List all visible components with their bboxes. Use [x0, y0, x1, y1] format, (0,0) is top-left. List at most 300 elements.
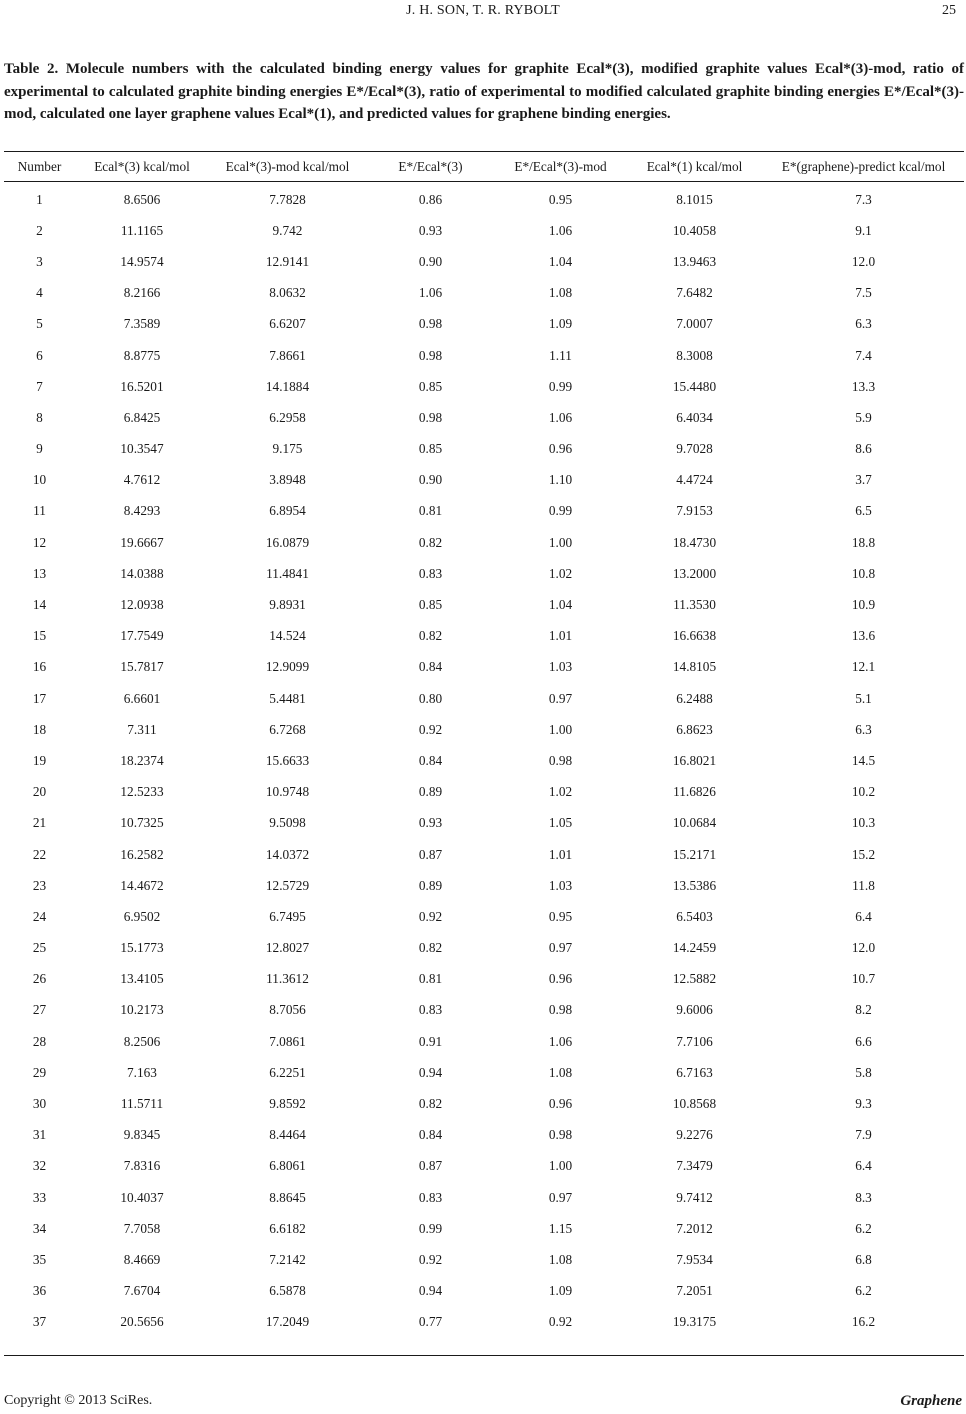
table-cell: 0.96 [548, 971, 573, 987]
table-cell: 19.3175 [672, 1314, 717, 1330]
table-cell: 0.83 [418, 1002, 443, 1018]
table-cell: 1.09 [548, 316, 573, 332]
table-cell: 19 [32, 752, 47, 768]
table-cell: 0.98 [418, 409, 443, 425]
table-cell: 0.81 [418, 971, 443, 987]
table-cell: 15 [32, 628, 47, 644]
table-cell: 3 [36, 253, 43, 269]
table-cell: 33 [32, 1189, 47, 1205]
table-cell: 6.5878 [269, 1283, 306, 1299]
table-cell: 10.2173 [120, 1002, 164, 1018]
table-cell: 5.8 [855, 1064, 872, 1080]
table-cell: 14.9574 [120, 253, 164, 269]
table-cell: 10.7325 [120, 815, 164, 831]
table-row [4, 215, 964, 246]
table-row [4, 1151, 964, 1182]
table-cell: 32 [32, 1158, 47, 1174]
table-cell: 1.00 [548, 721, 573, 737]
table-cell: 17.7549 [120, 628, 164, 644]
table-cell: 8.8775 [123, 347, 161, 363]
table-cell: 6.8425 [123, 409, 161, 425]
table-cell: 7.8316 [123, 1158, 161, 1174]
table-cell: 1.10 [548, 472, 573, 488]
table-row [4, 1213, 964, 1244]
table-cell: 29 [32, 1064, 47, 1080]
table-cell: 1.08 [548, 1251, 573, 1267]
table-cell: 1.00 [548, 534, 573, 550]
table-cell: 15.7817 [120, 659, 164, 675]
table-cell: 13.9463 [672, 253, 717, 269]
table-cell: 0.93 [418, 815, 443, 831]
table-body [4, 181, 964, 1338]
table-row [4, 777, 964, 808]
table-cell: 12.1 [851, 659, 876, 675]
table-cell: 0.97 [548, 690, 573, 706]
journal-name: Graphene [900, 1393, 962, 1409]
table-cell: 14.5 [851, 752, 876, 768]
table-cell: 16.5201 [120, 378, 164, 394]
table-cell: 0.87 [418, 846, 443, 862]
table-cell: 15.6633 [265, 752, 310, 768]
table-cell: 7.9534 [676, 1251, 713, 1267]
table-cell: 15.1773 [120, 940, 164, 956]
table-cell: 6.2 [855, 1283, 872, 1299]
table-row [4, 371, 964, 402]
table-cell: 7.311 [127, 721, 157, 737]
table-cell: 8.4293 [123, 503, 161, 519]
table-cell: 0.99 [548, 378, 573, 394]
table-cell: 15.2 [851, 846, 876, 862]
table-cell: 34 [32, 1220, 47, 1236]
table-cell: 16.0879 [265, 534, 310, 550]
column-header: Ecal*(1) kcal/mol [646, 158, 743, 174]
table-cell: 1.03 [548, 659, 573, 675]
table-cell: 8.3 [855, 1189, 872, 1205]
table-cell: 6.2488 [676, 690, 713, 706]
table-cell: 7.7828 [269, 191, 306, 207]
table-bottom-rule [4, 1355, 964, 1356]
table-cell: 14.0388 [120, 565, 164, 581]
table-cell: 2 [36, 222, 43, 238]
table-cell: 0.95 [548, 191, 573, 207]
table-cell: 0.84 [418, 659, 443, 675]
copyright-notice: Copyright © 2013 SciRes. [4, 1393, 153, 1408]
table-cell: 0.85 [418, 597, 443, 613]
table-cell: 9.6006 [676, 1002, 713, 1018]
table-cell: 0.97 [548, 1189, 573, 1205]
table-cell: 6.2958 [269, 409, 306, 425]
table-cell: 12.5882 [672, 971, 717, 987]
table-cell: 14.2459 [672, 940, 717, 956]
table-row [4, 1057, 964, 1088]
column-header: Ecal*(3) kcal/mol [94, 158, 190, 174]
table-cell: 9.1 [855, 222, 872, 238]
table-row [4, 1244, 964, 1275]
table-cell: 0.85 [418, 441, 443, 457]
table-row [4, 402, 964, 433]
table-cell: 11.4841 [266, 565, 309, 581]
table-cell: 10.4037 [120, 1189, 164, 1205]
table-row [4, 465, 964, 496]
table-cell: 8.2 [855, 1002, 872, 1018]
table-cell: 10.3 [851, 815, 876, 831]
table-cell: 0.80 [418, 690, 443, 706]
column-header: Number [17, 158, 62, 174]
table-cell: 18.2374 [120, 752, 164, 768]
table-cell: 1.06 [418, 285, 443, 301]
table-cell: 1 [36, 191, 43, 207]
column-header: E*/Ecal*(3)-mod [514, 158, 607, 174]
table-cell: 30 [32, 1096, 47, 1112]
table-cell: 0.99 [548, 503, 573, 519]
table-cell: 0.85 [418, 378, 443, 394]
table-cell: 8.4669 [123, 1251, 161, 1267]
table-cell: 1.06 [548, 1033, 573, 1049]
table-cell: 0.83 [418, 565, 443, 581]
table-cell: 0.81 [418, 503, 443, 519]
table-cell: 7.2051 [676, 1283, 713, 1299]
table-cell: 0.82 [418, 628, 443, 644]
table-cell: 1.04 [548, 253, 573, 269]
table-cell: 0.89 [418, 784, 443, 800]
table-cell: 11.6826 [673, 784, 716, 800]
column-header: Ecal*(3)-mod kcal/mol [225, 158, 350, 174]
table-cell: 6.3 [855, 316, 872, 332]
table-cell: 9.8931 [269, 597, 306, 613]
table-cell: 0.98 [418, 347, 443, 363]
table-row [4, 309, 964, 340]
table-cell: 6.4034 [676, 409, 713, 425]
table-cell: 5.9 [855, 409, 872, 425]
table-cell: 0.83 [418, 1189, 443, 1205]
table-cell: 7.163 [127, 1064, 157, 1080]
table-cell: 1.01 [548, 846, 573, 862]
table-cell: 6 [36, 347, 43, 363]
table-cell: 0.82 [418, 534, 443, 550]
table-cell: 1.08 [548, 285, 573, 301]
table-cell: 11.3612 [266, 971, 309, 987]
table-cell: 7.0861 [269, 1033, 306, 1049]
table-row [4, 621, 964, 652]
table-cell: 27 [32, 1002, 47, 1018]
table-cell: 23 [32, 877, 47, 893]
table-cell: 7.6482 [676, 285, 713, 301]
table-cell: 0.89 [418, 877, 443, 893]
table-cell: 0.84 [418, 1127, 443, 1143]
table-cell: 36 [32, 1283, 47, 1299]
table-row [4, 901, 964, 932]
table-cell: 17.2049 [265, 1314, 310, 1330]
column-header: E*/Ecal*(3) [398, 158, 463, 174]
table-cell: 18.4730 [672, 534, 717, 550]
table-cell: 10 [32, 472, 47, 488]
table-cell: 0.84 [418, 752, 443, 768]
table-cell: 0.92 [418, 1251, 443, 1267]
table-cell: 0.90 [418, 253, 443, 269]
table-cell: 0.95 [548, 908, 573, 924]
table-cell: 6.5403 [676, 908, 713, 924]
table-cell: 6.6601 [123, 690, 161, 706]
table-cell: 0.93 [418, 222, 443, 238]
table-cell: 5.1 [855, 690, 872, 706]
table-cell: 10.4058 [672, 222, 717, 238]
page-number: 25 [942, 3, 956, 18]
table-cell: 9.8592 [269, 1096, 306, 1112]
table-row [4, 933, 964, 964]
table-cell: 11.1165 [120, 222, 164, 238]
table-cell: 0.87 [418, 1158, 443, 1174]
table-cell: 0.86 [418, 191, 443, 207]
table-cell: 0.99 [418, 1220, 443, 1236]
table-cell: 10.2 [851, 784, 876, 800]
table-header-row [4, 152, 964, 181]
table-cell: 6.8 [855, 1251, 872, 1267]
table-cell: 6.4 [855, 908, 872, 924]
table-cell: 9 [36, 441, 43, 457]
table-cell: 14.8105 [672, 659, 717, 675]
table-cell: 0.96 [548, 441, 573, 457]
table-cell: 18.8 [851, 534, 876, 550]
table-cell: 12.0 [851, 940, 876, 956]
table-cell: 9.7028 [676, 441, 713, 457]
table-cell: 8.1015 [676, 191, 713, 207]
table-row [4, 745, 964, 776]
table-cell: 4 [36, 285, 43, 301]
table-cell: 8.8645 [269, 1189, 306, 1205]
table-cell: 1.06 [548, 222, 573, 238]
table-cell: 8.6506 [123, 191, 161, 207]
table-caption: Table 2. Molecule numbers with the calculated binding energy values for graphite Ecal*(3), modified graphite values Ecal*(3)-mod, ratio of experimental to calculated graphite binding energies E*/Ecal*(3), ratio of experimental to modified calculated graphite binding energies E*/Ecal*(3)-mod, calculated one layer graphene values Ecal*(1), and predicted values for graphene binding energies. [4, 61, 964, 122]
table-cell: 20 [32, 784, 47, 800]
table-cell: 6.9502 [123, 908, 161, 924]
table-cell: 24 [32, 908, 47, 924]
table-cell: 26 [32, 971, 47, 987]
table-cell: 15.4480 [672, 378, 717, 394]
table-cell: 7.3589 [123, 316, 161, 332]
table-row [4, 808, 964, 839]
table-cell: 7.7106 [676, 1033, 713, 1049]
table-cell: 1.02 [548, 565, 573, 581]
table-cell: 5.4481 [269, 690, 306, 706]
table-cell: 22 [32, 846, 47, 862]
table-cell: 3.7 [855, 472, 872, 488]
table-cell: 8.3008 [676, 347, 713, 363]
table-cell: 9.742 [272, 222, 303, 238]
table-cell: 9.175 [272, 441, 303, 457]
table-cell: 0.98 [548, 1127, 573, 1143]
column-header: E*(graphene)-predict kcal/mol [781, 158, 946, 174]
table-cell: 11.8 [852, 877, 875, 893]
table-cell: 7.0007 [676, 316, 713, 332]
table-cell: 10.8568 [672, 1096, 717, 1112]
table-cell: 7.4 [855, 347, 872, 363]
table-cell: 6.8623 [676, 721, 713, 737]
table-cell: 17 [32, 690, 47, 706]
table-cell: 6.8061 [269, 1158, 306, 1174]
table-cell: 1.05 [548, 815, 573, 831]
table-cell: 12.9141 [265, 253, 310, 269]
table-cell: 15.2171 [672, 846, 717, 862]
table-cell: 8.0632 [269, 285, 306, 301]
table-cell: 11 [33, 503, 46, 519]
table-row [4, 1120, 964, 1151]
binding-energy-table [4, 152, 964, 1338]
table-cell: 35 [32, 1251, 47, 1267]
table-cell: 10.3547 [120, 441, 164, 457]
table-cell: 7.3479 [676, 1158, 713, 1174]
table-cell: 9.5098 [269, 815, 306, 831]
table-row [4, 964, 964, 995]
table-cell: 1.03 [548, 877, 573, 893]
table-cell: 9.2276 [676, 1127, 713, 1143]
table-cell: 0.90 [418, 472, 443, 488]
table-row [4, 496, 964, 527]
table-cell: 14 [32, 597, 47, 613]
table-cell: 10.9748 [265, 784, 310, 800]
table-cell: 11.3530 [673, 597, 716, 613]
table-cell: 7.6704 [123, 1283, 161, 1299]
table-cell: 0.92 [548, 1314, 573, 1330]
table-row [4, 995, 964, 1026]
table-cell: 14.4672 [120, 877, 164, 893]
table-cell: 0.96 [548, 1096, 573, 1112]
table-cell: 0.94 [418, 1283, 443, 1299]
table-cell: 13.5386 [672, 877, 717, 893]
table-cell: 1.08 [548, 1064, 573, 1080]
table-cell: 1.02 [548, 784, 573, 800]
table-cell: 1.06 [548, 409, 573, 425]
table-cell: 13.2000 [672, 565, 717, 581]
table-cell: 1.01 [548, 628, 573, 644]
table-cell: 12.8027 [265, 940, 310, 956]
table-cell: 7.8661 [269, 347, 306, 363]
table-cell: 13.3 [851, 378, 876, 394]
table-cell: 6.2251 [269, 1064, 306, 1080]
table-row [4, 683, 964, 714]
table-cell: 8.4464 [269, 1127, 306, 1143]
table-cell: 6.2 [855, 1220, 872, 1236]
table-cell: 6.7495 [269, 908, 306, 924]
table-row [4, 434, 964, 465]
table-cell: 19.6667 [120, 534, 164, 550]
table-cell: 9.8345 [123, 1127, 161, 1143]
table-cell: 21 [32, 815, 47, 831]
table-cell: 7.3 [855, 191, 872, 207]
table-cell: 6.7268 [269, 721, 306, 737]
table-cell: 9.3 [855, 1096, 872, 1112]
table-cell: 6.6 [855, 1033, 872, 1049]
table-cell: 37 [32, 1314, 47, 1330]
table-cell: 12.0 [851, 253, 876, 269]
table-row [4, 246, 964, 277]
table-cell: 16.6638 [672, 628, 717, 644]
table-cell: 13 [32, 565, 47, 581]
table-cell: 10.9 [851, 597, 876, 613]
table-cell: 0.92 [418, 908, 443, 924]
table-cell: 1.11 [549, 347, 572, 363]
table-cell: 0.92 [418, 721, 443, 737]
table-row [4, 1026, 964, 1057]
table-cell: 25 [32, 940, 47, 956]
table-cell: 7 [36, 378, 43, 394]
table-cell: 12.9099 [265, 659, 310, 675]
table-cell: 0.82 [418, 1096, 443, 1112]
table-cell: 6.8954 [269, 503, 306, 519]
table-cell: 1.15 [548, 1220, 573, 1236]
table-cell: 8.2166 [123, 285, 161, 301]
table-cell: 8.2506 [123, 1033, 161, 1049]
table-cell: 6.6207 [269, 316, 306, 332]
table-row [4, 278, 964, 309]
table-cell: 6.6182 [269, 1220, 306, 1236]
table-cell: 11.5711 [120, 1096, 164, 1112]
table-cell: 16.2582 [120, 846, 164, 862]
table-row [4, 340, 964, 371]
table-cell: 8.7056 [269, 1002, 306, 1018]
table-row [4, 1088, 964, 1119]
table-cell: 28 [32, 1033, 47, 1049]
table-cell: 6.7163 [676, 1064, 713, 1080]
table-cell: 7.9153 [676, 503, 713, 519]
table-cell: 4.4724 [676, 472, 713, 488]
table-cell: 3.8948 [269, 472, 306, 488]
table-cell: 18 [32, 721, 47, 737]
table-cell: 10.0684 [672, 815, 717, 831]
table-cell: 0.91 [418, 1033, 443, 1049]
table-cell: 10.7 [851, 971, 876, 987]
table-row [4, 652, 964, 683]
table-cell: 0.82 [418, 940, 443, 956]
table-cell: 5 [36, 316, 43, 332]
table-row [4, 589, 964, 620]
table-cell: 0.97 [548, 940, 573, 956]
table-cell: 12.0938 [120, 597, 164, 613]
table-cell: 4.7612 [123, 472, 161, 488]
table-cell: 12.5729 [265, 877, 310, 893]
table-row [4, 558, 964, 589]
table-cell: 6.4 [855, 1158, 872, 1174]
table-cell: 13.4105 [120, 971, 164, 987]
table-cell: 9.7412 [676, 1189, 713, 1205]
table-cell: 0.98 [548, 752, 573, 768]
table-cell: 14.524 [269, 628, 306, 644]
table-row [4, 1276, 964, 1307]
table-cell: 14.1884 [265, 378, 310, 394]
table-cell: 20.5656 [120, 1314, 164, 1330]
table-cell: 10.8 [851, 565, 876, 581]
table-cell: 0.94 [418, 1064, 443, 1080]
table-cell: 7.2012 [676, 1220, 713, 1236]
table-cell: 16 [32, 659, 47, 675]
table-row [4, 181, 964, 215]
table-cell: 16.8021 [672, 752, 717, 768]
table-cell: 1.00 [548, 1158, 573, 1174]
table-cell: 12 [32, 534, 47, 550]
table-cell: 0.98 [418, 316, 443, 332]
table-row [4, 839, 964, 870]
table-cell: 8.6 [855, 441, 872, 457]
table-cell: 7.9 [855, 1127, 872, 1143]
table-row [4, 870, 964, 901]
table-cell: 7.7058 [123, 1220, 161, 1236]
table-cell: 12.5233 [120, 784, 164, 800]
table-row [4, 1182, 964, 1213]
table-row [4, 527, 964, 558]
table-cell: 7.2142 [269, 1251, 306, 1267]
table-cell: 7.5 [855, 285, 872, 301]
table-cell: 1.04 [548, 597, 573, 613]
running-head: J. H. SON, T. R. RYBOLT [406, 3, 560, 18]
